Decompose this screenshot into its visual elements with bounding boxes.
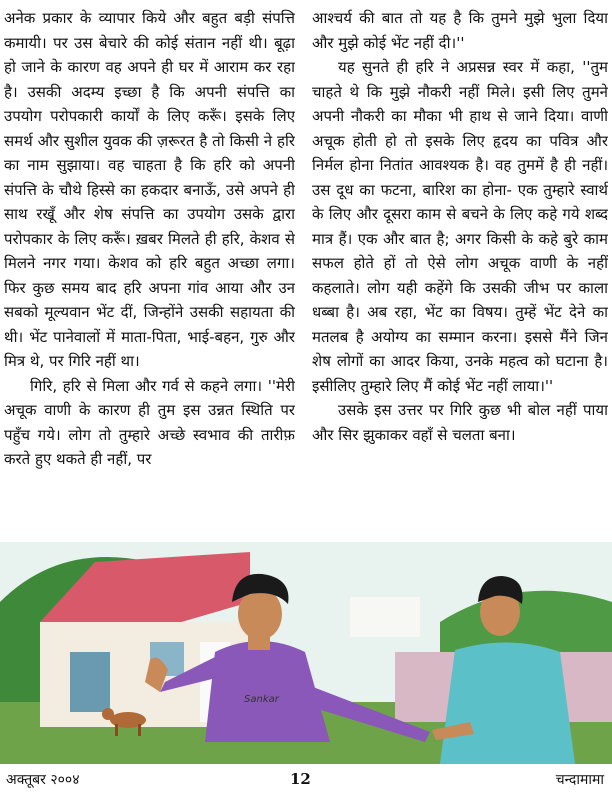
paragraph: उसके इस उत्तर पर गिरि कुछ भी बोल नहीं पाया और सिर झुकाकर वहाँ से चलता बना। — [312, 401, 608, 444]
magazine-name: चन्दामामा — [555, 772, 604, 788]
house-door — [70, 652, 110, 712]
text-column-left — [4, 6, 295, 538]
page-number: 12 — [290, 770, 311, 788]
story-illustration — [0, 542, 612, 764]
artist-signature: Sankar — [244, 694, 279, 705]
paragraph: अनेक प्रकार के व्यापार किये और बहुत बड़ी संपत्ति कमायी। पर उस बेचारे की कोई संतान नहीं थी। बूढ़ा हो जाने के कारण वह अपने ही घर में आराम कर रहा है। उसकी अदम्य इच्छा है कि अपनी संपत्ति का उपयोग परोपकारी कार्यों के लिए करूँ। इसके लिए समर्थ और सुशील युवक की ज़रूरत है तो किसी ने हरि का नाम सुझाया। वह चाहता है कि हरि को अपनी संपत्ति के चौथे हिस्से का हकदार बनाऊँ, उसे अपने ही साथ रखूँ और शेष संपत्ति का उपयोग उसके द्वारा परोपकार के लिए करूँ। ख़बर मिलते ही हरि, केशव से मिलने नगर गया। केशव को हरि बहुत अच्छा लगा। फिर कुछ समय बाद हरि अपना गांव आया और उन सबको मूल्यवान भेंट दीं, जिन्होंने उसकी सहायता की थी। भेंट पानेवालों में माता-पिता, भाई-बहन, गुरु और मित्र थे, पर गिरि नहीं था। — [4, 9, 295, 370]
issue-date: अक्तूबर २००४ — [6, 772, 80, 788]
text-column-right — [312, 6, 608, 538]
paragraph: आश्चर्य की बात तो यह है कि तुमने मुझे भुला दिया और मुझे कोई भेंट नहीं दी।'' — [312, 9, 608, 52]
paragraph: यह सुनते ही हरि ने अप्रसन्न स्वर में कहा, ''तुम चाहते थे कि मुझे नौकरी नहीं मिले। इसी लिए तुमने अपनी नौकरी का मौका भी हाथ से जाने दिया। वाणी अचूक होती हो तो इसके लिए हृदय का पवित्र और निर्मल होना नितांत आवश्यक है। वह तुममें है ही नहीं। उस दूध का फटना, बारिश का होना- एक तुम्हारे स्वार्थ के लिए और दूसरा काम से बचने के लिए कहे गये शब्द मात्र हैं। एक और बात है; अगर किसी के कहे बुरे काम सफल होते हों तो ऐसे लोग अचूक वाणी के नहीं कहलाते। लोग यही कहेंगे कि उसकी जीभ पर काला धब्बा है। अब रहा, भेंट का विषय। तुम्हें भेंट देने का मतलब है अयोग्य का सम्मान करना। इससे मैंने जिन शेष लोगों का आदर किया, उनके महत्व को घटाना है। इसीलिए तुम्हारे लिए मैं कोई भेंट नहीं लाया।'' — [312, 58, 608, 395]
page-footer — [0, 768, 612, 790]
paragraph: गिरि, हरि से मिला और गर्व से कहने लगा। ''मेरी अचूक वाणी के कारण ही तुम इस उन्नत स्थिति पर पहुँच गये। लोग तो तुम्हारे अच्छे स्वभाव की तारीफ़ करते हुए थकते ही नहीं, पर — [4, 376, 295, 468]
distant-building — [350, 597, 420, 637]
